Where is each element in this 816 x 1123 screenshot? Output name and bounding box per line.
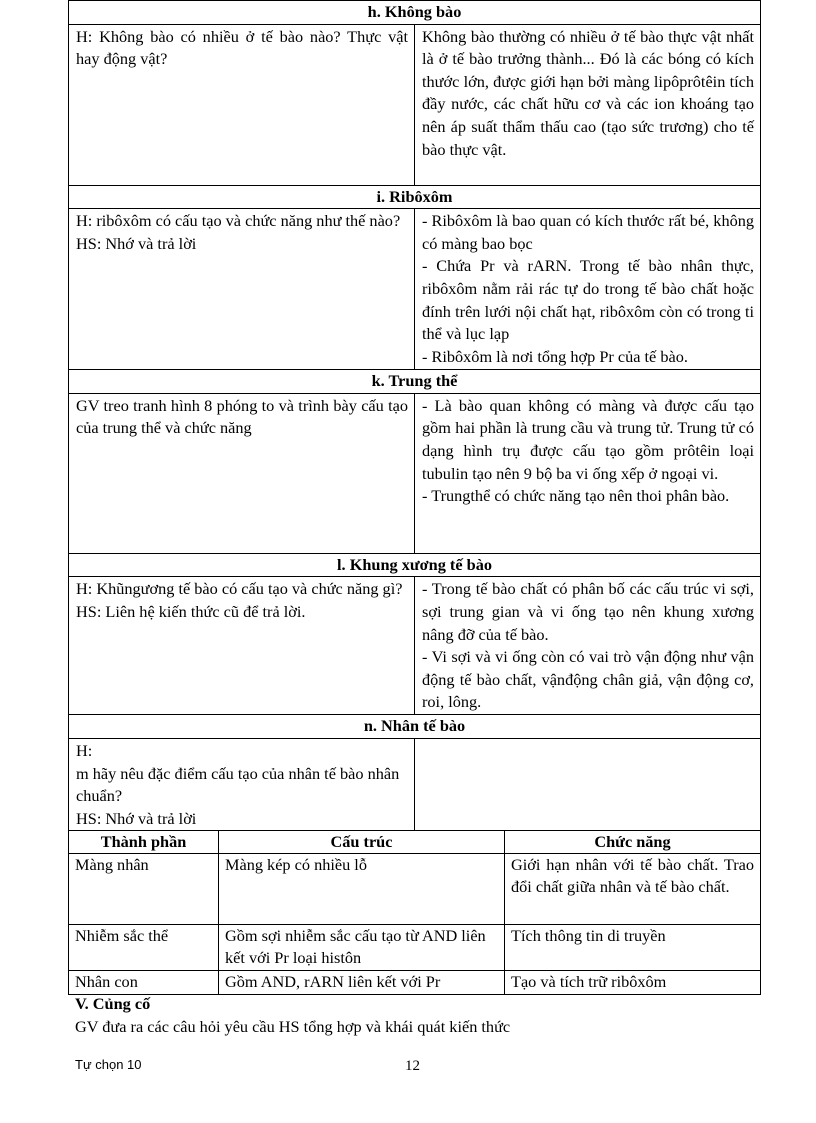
component-structure: Gồm AND, rARN liên kết với Pr [219, 971, 505, 995]
ribosome-student-note: HS: Nhớ và trả lời [76, 233, 197, 253]
vacuole-question-text: H: Không bào có nhiều ở tế bào nào? Thực vật hay động vật? [76, 26, 408, 69]
component-name: Nhân con [69, 971, 219, 995]
ribosome-answer-point-2: - Chứa Pr và rARN. Trong tế bào nhân thực, ribôxôm nằm rải rác tự do trong tế bào chất hoặc đính trên lưới nội chất hạt, ribôxôm còn có trong ti thể và lục lạp [422, 256, 755, 344]
header-component: Thành phần [69, 831, 219, 853]
page-number: 12 [405, 1058, 420, 1074]
cytoskeleton-answer [415, 577, 761, 715]
section-title-ribosome: i. Ribôxôm [69, 185, 761, 209]
table-row [69, 971, 761, 995]
lesson-table [68, 0, 761, 831]
lesson-table-frame [68, 0, 760, 995]
component-function: Tích thông tin di truyền [505, 924, 761, 970]
ribosome-answer-point-1: - Ribôxôm là bao quan có kích thước rất bé, không có màng bao bọc [422, 211, 755, 253]
nucleus-question [69, 738, 415, 830]
centrosome-answer-point-1: - Là bào quan không có màng và được cấu tạo gồm hai phần là trung cầu và trung tử. Trung tử có dạng hình trụ được cấu tạo gồm prôtêin loại tubulin tạo nên 9 bộ ba vi ống xếp ở ngoại vi. [422, 395, 755, 483]
table-row [69, 853, 761, 924]
centrosome-answer-point-2: - Trungthể có chức năng tạo nên thoi phân bào. [422, 486, 730, 506]
component-function: Giới hạn nhân với tế bào chất. Trao đổi chất giữa nhân và tế bào chất. [505, 853, 761, 924]
header-function: Chức năng [505, 831, 761, 853]
table-row [69, 924, 761, 970]
centrosome-teacher-text: GV treo tranh hình 8 phóng to và trình bày cấu tạo của trung thể và chức năng [76, 395, 408, 438]
section-title-cytoskeleton: l. Khung xương tế bào [69, 553, 761, 577]
footer-course-label: Tự chọn 10 [75, 1057, 142, 1072]
section-title-nucleus: n. Nhân tế bào [69, 715, 761, 739]
ribosome-question [69, 209, 415, 370]
cytoskeleton-student-note: HS: Liên hệ kiến thức cũ để trả lời. [76, 601, 306, 621]
nucleus-component-table [68, 831, 761, 994]
vacuole-question [69, 24, 415, 185]
cytoskeleton-question [69, 577, 415, 715]
component-structure: Gồm sợi nhiễm sắc cấu tạo từ AND liên kết với Pr loại histôn [219, 924, 505, 970]
vacuole-answer-text: Không bào thường có nhiều ở tế bào thực vật nhất là ở tế bào trưởng thành... Đó là các bóng có kích thước lớn, được giới hạn bởi màng lipôprôtêin tích đầy nước, các chất hữu cơ và các ion khoáng tạo nên áp suất thẩm thấu cao (tạo sức trương) cho tế bào thực vật. [422, 26, 755, 159]
cytoskeleton-answer-point-1: - Trong tế bào chất có phân bố các cấu trúc vi sợi, sợi trung gian và vi ống tạo nên khung xương nâng đỡ của tế bào. [422, 579, 755, 644]
nucleus-answer-empty [415, 738, 761, 830]
ribosome-answer [415, 209, 761, 370]
section-title-centrosome: k. Trung thể [69, 370, 761, 394]
section-title-vacuole: h. Không bào [69, 1, 761, 25]
header-structure: Cấu trúc [219, 831, 505, 853]
centrosome-teacher-note [69, 393, 415, 553]
component-name: Nhiễm sắc thể [69, 924, 219, 970]
component-function: Tạo và tích trữ ribôxôm [505, 971, 761, 995]
component-name: Màng nhân [69, 853, 219, 924]
vacuole-answer [415, 24, 761, 185]
consolidation-text: GV đưa ra các câu hỏi yêu cầu HS tổng hợp và khái quát kiến thức [75, 1017, 511, 1036]
cytoskeleton-answer-point-2: - Vi sợi và vi ống còn có vai trò vận động như vận động tế bào chất, vậnđộng chân giả, vận động cơ, roi, lông. [422, 647, 755, 712]
cytoskeleton-question-text: H: Khũngương tế bào có cấu tạo và chức năng gì? [76, 579, 403, 599]
centrosome-answer [415, 393, 761, 553]
nucleus-question-text: m hãy nêu đặc điểm cấu tạo của nhân tế bào nhân chuẩn? [76, 763, 400, 806]
component-structure: Màng kép có nhiều lỗ [219, 853, 505, 924]
ribosome-answer-point-3: - Ribôxôm là nơi tổng hợp Pr của tế bào. [422, 346, 688, 366]
nucleus-question-label: H: [76, 740, 93, 760]
consolidation-heading: V. Củng cố [75, 994, 151, 1013]
nucleus-student-note: HS: Nhớ và trả lời [76, 808, 197, 828]
ribosome-question-text: H: ribôxôm có cấu tạo và chức năng như thế nào? [76, 211, 401, 231]
